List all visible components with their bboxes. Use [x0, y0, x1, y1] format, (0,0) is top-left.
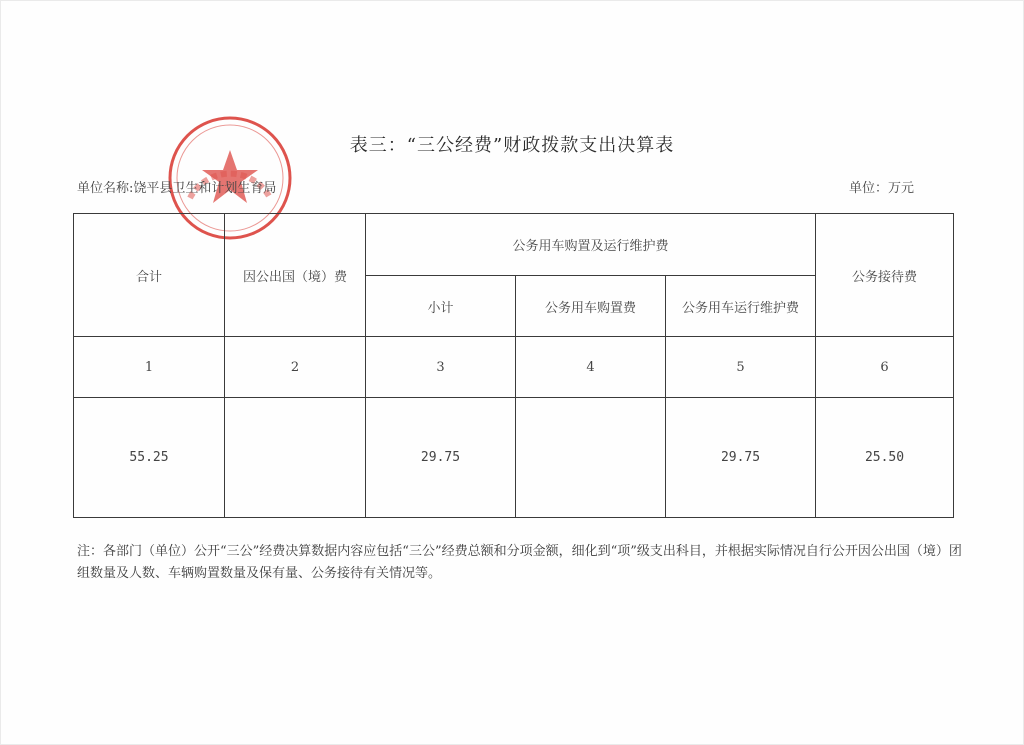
document-title: 表三：“三公经费”财政拨款支出决算表: [349, 135, 675, 156]
value-vehicle-maintenance: 29.75: [666, 398, 816, 518]
header-vehicle-group: 公务用车购置及运行维护费: [366, 214, 816, 276]
header-row: [74, 214, 954, 276]
header-reception: 公务接待费: [816, 214, 954, 337]
unit-name: 单位名称:饶平县卫生和计划生育局: [77, 181, 277, 196]
header-total: 合计: [74, 214, 225, 337]
value-abroad: [225, 398, 366, 518]
header-vehicle-maintenance: 公务用车运行维护费: [666, 276, 816, 337]
index-cell: 6: [816, 337, 954, 398]
value-vehicle-purchase: [516, 398, 666, 518]
value-row: [74, 398, 954, 518]
index-cell: 4: [516, 337, 666, 398]
header-abroad: 因公出国（境）费: [225, 214, 366, 337]
index-cell: 3: [366, 337, 516, 398]
header-subtotal: 小计: [366, 276, 516, 337]
index-cell: 2: [225, 337, 366, 398]
footnote: 注：各部门（单位）公开“三公”经费决算数据内容应包括“三公”经费总额和分项金额，细化到“项”级支出科目，并根据实际情况自行公开因公出国（境）团组数量及人数、车辆购置数量及保有量、公务接待有关情况等。: [77, 544, 962, 581]
value-subtotal: 29.75: [366, 398, 516, 518]
index-cell: 5: [666, 337, 816, 398]
header-vehicle-purchase: 公务用车购置费: [516, 276, 666, 337]
unit-label: 单位：万元: [849, 181, 915, 196]
value-reception: 25.50: [816, 398, 954, 518]
index-cell: 1: [74, 337, 225, 398]
value-total: 55.25: [74, 398, 225, 518]
expense-table: [73, 213, 954, 518]
index-row: [74, 337, 954, 398]
